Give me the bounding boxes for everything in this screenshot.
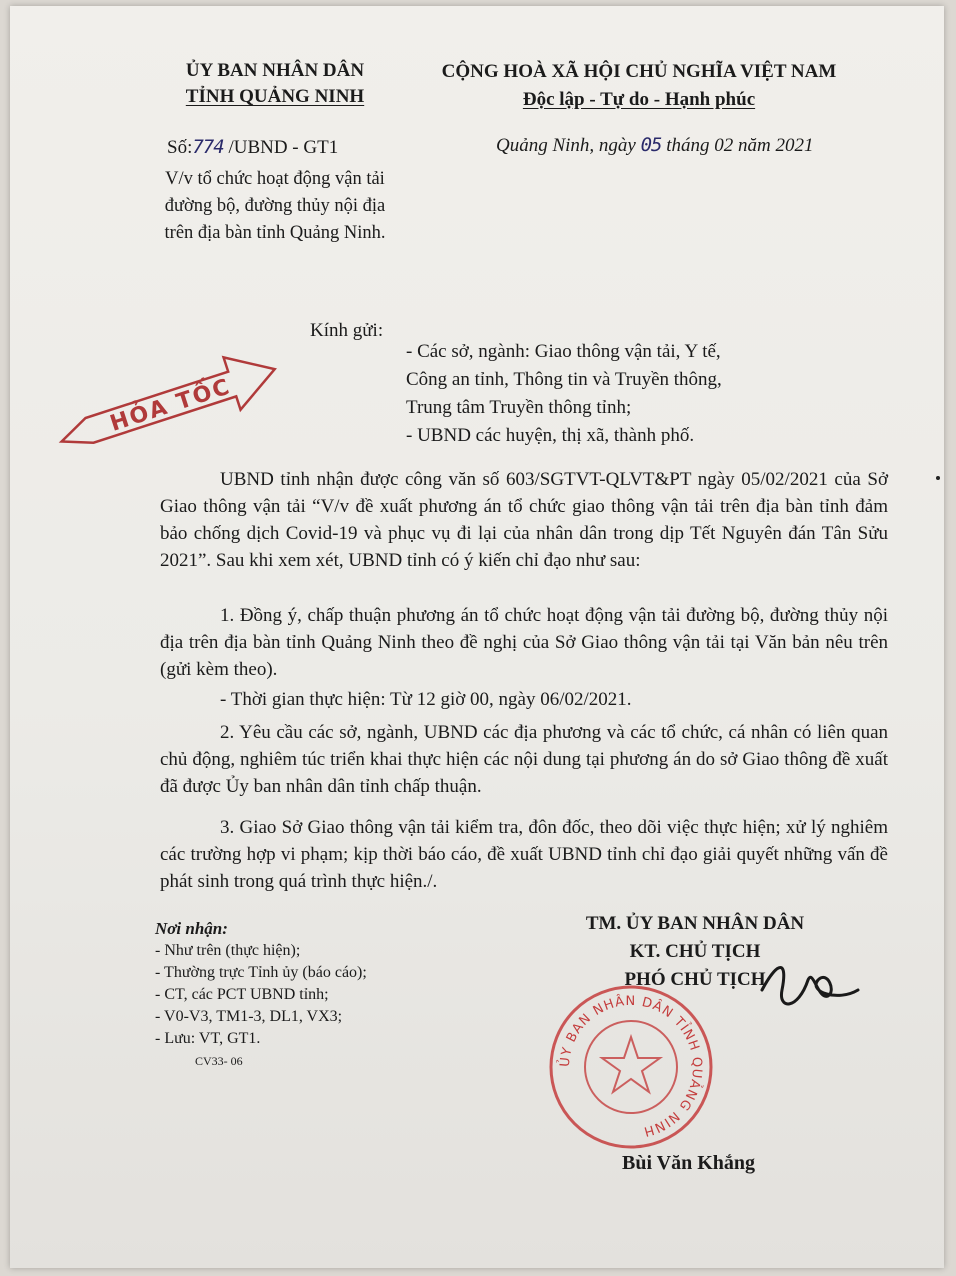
signature-line-2: KT. CHỦ TỊCH	[629, 941, 761, 962]
distribution-item: - CT, các PCT UBND tỉnh;	[155, 986, 329, 1003]
issuer-header	[160, 58, 390, 110]
distribution-item: - V0-V3, TM1-3, DL1, VX3;	[155, 1008, 343, 1025]
recipient-line: Trung tâm Truyền thông tỉnh;	[406, 397, 632, 418]
distribution-item: - Thường trực Tỉnh ủy (báo cáo);	[155, 964, 367, 981]
signature-line-1: TM. ỦY BAN NHÂN DÂN	[585, 913, 805, 934]
recipient-line: - UBND các huyện, thị xã, thành phố.	[406, 425, 695, 446]
issuer-line-2: TỈNH QUẢNG NINH	[185, 86, 365, 107]
document-date	[496, 134, 814, 157]
distribution-code: CV33- 06	[195, 1054, 243, 1068]
handwritten-signature	[758, 950, 868, 1030]
date-month: 02	[714, 135, 734, 156]
date-month-label: tháng	[666, 135, 710, 156]
national-header	[408, 58, 870, 114]
seal-star-icon	[602, 1037, 660, 1092]
signer-name: Bùi Văn Khắng	[622, 1152, 756, 1174]
margin-mark	[936, 476, 940, 480]
distribution-list	[155, 918, 367, 1072]
greeting-recipients	[406, 338, 722, 450]
recipient-line: - Các sở, ngành: Giao thông vận tải, Y tế,	[406, 341, 721, 362]
date-year: 2021	[775, 135, 814, 156]
distribution-title: Nơi nhận:	[155, 919, 228, 938]
document-subject: V/v tổ chức hoạt động vận tải đường bộ, đường thủy nội địa trên địa bàn tỉnh Quảng Ninh.	[164, 169, 386, 243]
recipient-line: Công an tỉnh, Thông tin và Truyền thông,	[406, 369, 722, 390]
body-item-1: 1. Đồng ý, chấp thuận phương án tổ chức hoạt động vận tải đường bộ, đường thủy nội địa trên địa bàn tỉnh Quảng Ninh theo đề nghị của Sở Giao thông vận tải tại Văn bản nêu trên (gửi kèm theo).	[160, 605, 888, 680]
urgent-stamp	[46, 351, 296, 461]
body-item-1-time: - Thời gian thực hiện: Từ 12 giờ 00, ngày 06/02/2021.	[220, 689, 632, 710]
signature-line-3: PHÓ CHỦ TỊCH	[624, 969, 766, 990]
body-item-3: 3. Giao Sở Giao thông vận tải kiểm tra, đôn đốc, theo dõi việc thực hiện; xử lý nghiêm các trường hợp vi phạm; kịp thời báo cáo, đề xuất UBND tỉnh chỉ đạo giải quyết những vấn đề phát sinh trong quá trình thực hiện./.	[160, 817, 888, 892]
national-title: CỘNG HOÀ XÃ HỘI CHỦ NGHĨA VIỆT NAM	[441, 61, 837, 82]
official-seal	[546, 982, 716, 1152]
greeting-label: Kính gửi:	[310, 320, 384, 341]
date-year-label: năm	[738, 135, 771, 156]
seal-ring-text: ỦY BAN NHÂN DÂN TỈNH QUẢNG NINH	[557, 993, 705, 1139]
doc-no-handwritten: 774	[192, 136, 224, 158]
body-intro: UBND tỉnh nhận được công văn số 603/SGTVT-QLVT&PT ngày 05/02/2021 của Sở Giao thông vận tải “V/v đề xuất phương án tổ chức giao thông vận tải trên địa bàn tỉnh đảm bảo chống dịch Covid-19 và phục vụ đi lại của nhân dân trong dịp Tết Nguyên đán Tân Sửu 2021”. Sau khi xem xét, UBND tỉnh có ý kiến chỉ đạo như sau:	[160, 469, 888, 571]
national-motto: Độc lập - Tự do - Hạnh phúc	[522, 89, 756, 110]
doc-no-suffix: /UBND - GT1	[228, 137, 339, 158]
doc-no-prefix: Số:	[167, 137, 193, 158]
distribution-item: - Lưu: VT, GT1.	[155, 1030, 261, 1047]
urgent-stamp-text: HỎA TỐC	[107, 374, 235, 437]
distribution-item: - Như trên (thực hiện);	[155, 942, 301, 959]
date-prefix: Quảng Ninh, ngày	[496, 135, 636, 156]
document-number	[167, 136, 338, 159]
document-page	[10, 6, 944, 1268]
body-item-2: 2. Yêu cầu các sở, ngành, UBND các địa phương và các tổ chức, cá nhân có liên quan chủ động, nghiêm túc triển khai thực hiện các nội dung tại phương án do sở Giao thông đề xuất đã được Ủy ban nhân dân tỉnh chấp thuận.	[160, 722, 888, 797]
date-day: 05	[640, 134, 662, 156]
issuer-line-1: ỦY BAN NHÂN DÂN	[185, 60, 365, 81]
